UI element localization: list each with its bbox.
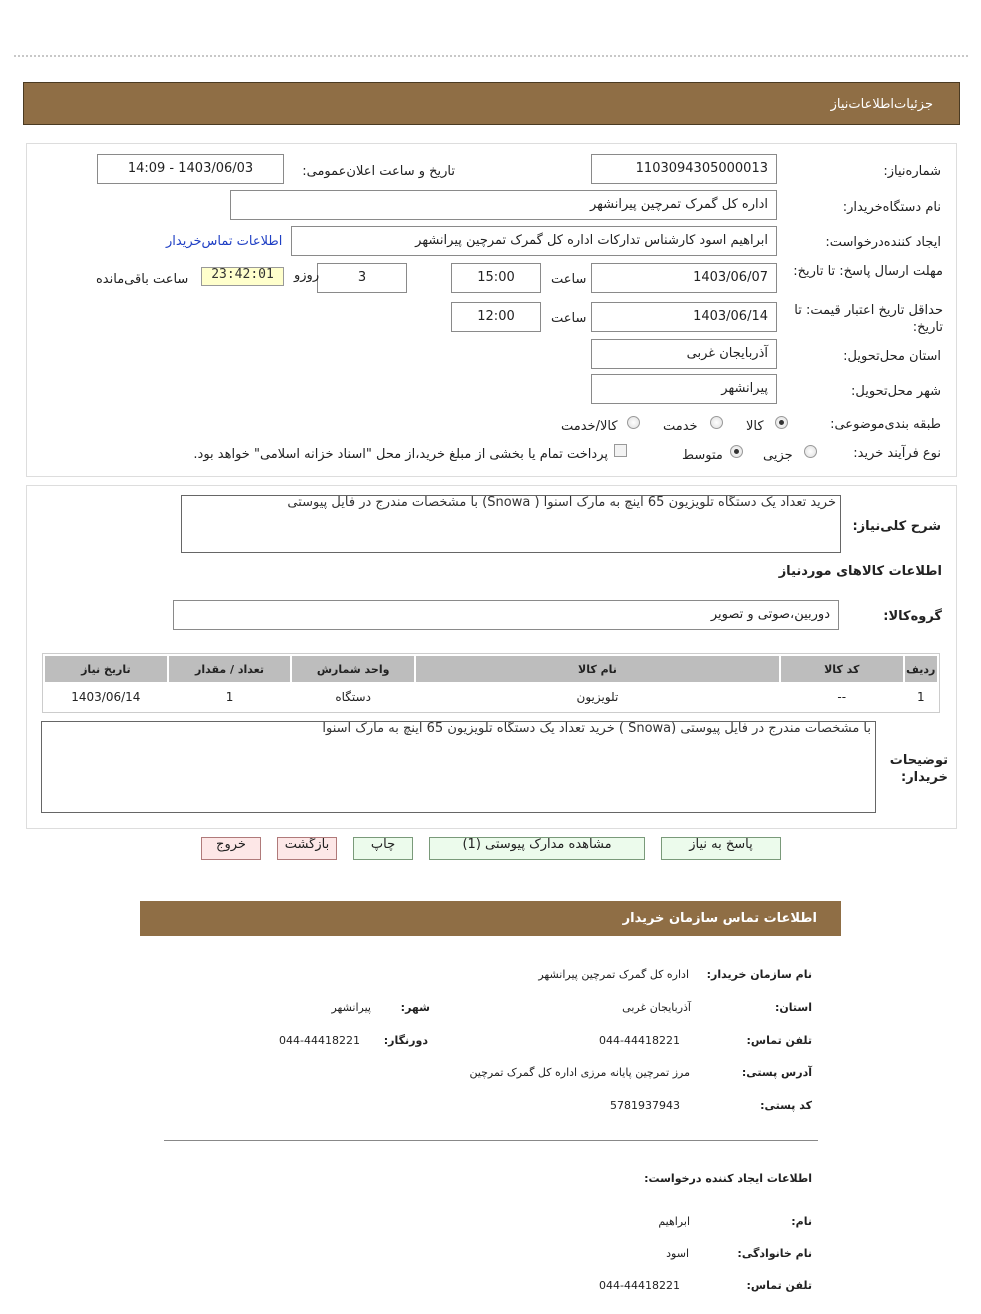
- goods-table: [42, 653, 940, 713]
- contact-org-label: نام سازمان خریدار:: [706, 968, 812, 981]
- process-medium-radio[interactable]: [730, 445, 743, 458]
- contact-header-title: اطلاعات تماس سازمان خریدار: [622, 911, 817, 926]
- creator-family-label: نام خانوادگی:: [737, 1247, 812, 1260]
- category-service-radio[interactable]: [710, 416, 723, 429]
- details-header-title: جزئیات‌اطلاعات‌نیاز: [830, 97, 933, 112]
- contact-phone-value: 044-44418221: [599, 1034, 680, 1047]
- table-cell: دستگاه: [292, 684, 414, 710]
- days-label: روزو: [294, 268, 320, 283]
- attachments-button[interactable]: مشاهده مدارک پیوستی (1): [429, 837, 645, 860]
- contact-city-label: شهر:: [400, 1001, 430, 1014]
- announce-field: 1403/06/03 - 14:09: [97, 154, 284, 184]
- process-minor-label: جزیی: [763, 448, 793, 463]
- table-cell: 1: [905, 684, 937, 710]
- table-cell: 1: [169, 684, 291, 710]
- table-cell: 1403/06/14: [45, 684, 167, 710]
- contact-postal-value: 5781937943: [610, 1099, 680, 1112]
- contact-postal-label: کد پستی:: [760, 1099, 812, 1112]
- deadline-time-label: ساعت: [551, 272, 587, 287]
- contact-separator: [164, 1140, 818, 1141]
- print-button[interactable]: چاپ: [353, 837, 413, 860]
- need-number-field: 1103094305000013: [591, 154, 777, 184]
- category-goods-radio[interactable]: [775, 416, 788, 429]
- remaining-timer: 23:42:01: [201, 267, 284, 286]
- table-cell: تلویزیون: [416, 684, 779, 710]
- description-textarea[interactable]: خرید تعداد یک دستگاه تلویزیون 65 اینچ به مارک اسنوا ( Snowa) با مشخصات مندرج در فایل پیوستی: [181, 495, 841, 553]
- remaining-label: ساعت باقی‌مانده: [96, 272, 189, 287]
- announce-label: تاریخ و ساعت اعلان‌عمومی:: [302, 164, 455, 179]
- creator-name-value: ابراهیم: [658, 1215, 690, 1228]
- column-header: واحد شمارش: [292, 656, 414, 682]
- deadline-date-field: 1403/06/07: [591, 263, 777, 293]
- buyer-notes-label: توضیحات خریدار:: [889, 753, 948, 785]
- contact-fax-label: دورنگار:: [383, 1034, 428, 1047]
- contact-fax-value: 044-44418221: [279, 1034, 360, 1047]
- table-cell: --: [781, 684, 903, 710]
- creator-family-value: اسود: [666, 1247, 689, 1260]
- validity-date-field: 1403/06/14: [591, 302, 777, 332]
- top-divider: [14, 55, 968, 57]
- details-header: [23, 82, 960, 125]
- reply-button[interactable]: پاسخ به نیاز: [661, 837, 781, 860]
- creator-label: ایجاد کننده‌درخواست:: [825, 235, 941, 250]
- contact-org-value: اداره کل گمرک تمرچین پیرانشهر: [538, 968, 689, 981]
- validity-label: حداقل تاریخ اعتبار قیمت: تا تاریخ:: [794, 303, 943, 335]
- category-both-radio[interactable]: [627, 416, 640, 429]
- contact-header: [140, 901, 841, 936]
- city-field: پیرانشهر: [591, 374, 777, 404]
- buyer-org-label: نام دستگاه‌خریدار:: [842, 200, 941, 215]
- column-header: تاریخ نیاز: [45, 656, 167, 682]
- category-label: طبقه بندی‌موضوعی:: [830, 417, 941, 432]
- contact-address-value: مرز تمرچین پایانه مرزی اداره کل گمرک تمرچین: [469, 1066, 690, 1079]
- column-header: تعداد / مقدار: [169, 656, 291, 682]
- treasury-note: پرداخت تمام یا بخشی از مبلغ خرید،از محل "اسناد خزانه اسلامی" خواهد بود.: [193, 447, 608, 462]
- province-field: آذربایجان غربی: [591, 339, 777, 369]
- description-label: شرح کلی‌نیاز:: [852, 519, 941, 534]
- validity-time-field: 12:00: [451, 302, 541, 332]
- creator-name-label: نام:: [791, 1215, 812, 1228]
- validity-time-label: ساعت: [551, 311, 587, 326]
- creator-phone-label: تلفن تماس:: [746, 1279, 812, 1292]
- category-both-label: کالا/خدمت: [561, 419, 618, 434]
- buyer-org-field: اداره کل گمرک تمرچین پیرانشهر: [230, 190, 777, 220]
- goods-group-field: دوربین،صوتی و تصویر: [173, 600, 839, 630]
- buyer-contact-link[interactable]: اطلاعات تماس‌خریدار: [166, 234, 283, 249]
- deadline-time-field: 15:00: [451, 263, 541, 293]
- contact-address-label: آدرس پستی:: [741, 1066, 812, 1079]
- process-medium-label: متوسط: [682, 448, 723, 463]
- buyer-notes-textarea[interactable]: با مشخصات مندرج در فایل پیوستی (Snowa ) خرید تعداد یک دستگاه تلویزیون 65 اینچ به مارک اسنوا: [41, 721, 876, 813]
- contact-city-value: پیرانشهر: [331, 1001, 371, 1014]
- column-header: کد کالا: [781, 656, 903, 682]
- process-minor-radio[interactable]: [804, 445, 817, 458]
- deadline-label: مهلت ارسال پاسخ: تا تاریخ:: [793, 264, 943, 279]
- goods-section-title: اطلاعات کالاهای مورد‌نیاز: [778, 564, 942, 579]
- days-field: 3: [317, 263, 407, 293]
- creator-field: ابراهیم اسود کارشناس تدارکات اداره کل گمرک تمرچین پیرانشهر: [291, 226, 777, 256]
- back-button[interactable]: بازگشت: [277, 837, 337, 860]
- contact-province-value: آذربایجان غربی: [622, 1001, 691, 1014]
- process-label: نوع فرآیند خرید:: [853, 446, 941, 461]
- contact-phone-label: تلفن تماس:: [746, 1034, 812, 1047]
- category-service-label: خدمت: [663, 419, 698, 434]
- category-goods-label: کالا: [746, 419, 764, 434]
- city-label: شهر محل‌تحویل:: [851, 384, 941, 399]
- need-number-label: شماره‌نیاز:: [883, 164, 941, 179]
- table-row: [45, 684, 937, 710]
- goods-table-header: [45, 656, 937, 682]
- contact-province-label: استان:: [775, 1001, 812, 1014]
- exit-button[interactable]: خروج: [201, 837, 261, 860]
- goods-group-label: گروه‌کالا:: [883, 609, 942, 624]
- column-header: نام کالا: [416, 656, 779, 682]
- treasury-checkbox[interactable]: [614, 444, 627, 457]
- creator-phone-value: 044-44418221: [599, 1279, 680, 1292]
- creator-info-title: اطلاعات ایجاد کننده درخواست:: [644, 1172, 812, 1185]
- column-header: ردیف: [905, 656, 937, 682]
- province-label: استان محل‌تحویل:: [843, 349, 941, 364]
